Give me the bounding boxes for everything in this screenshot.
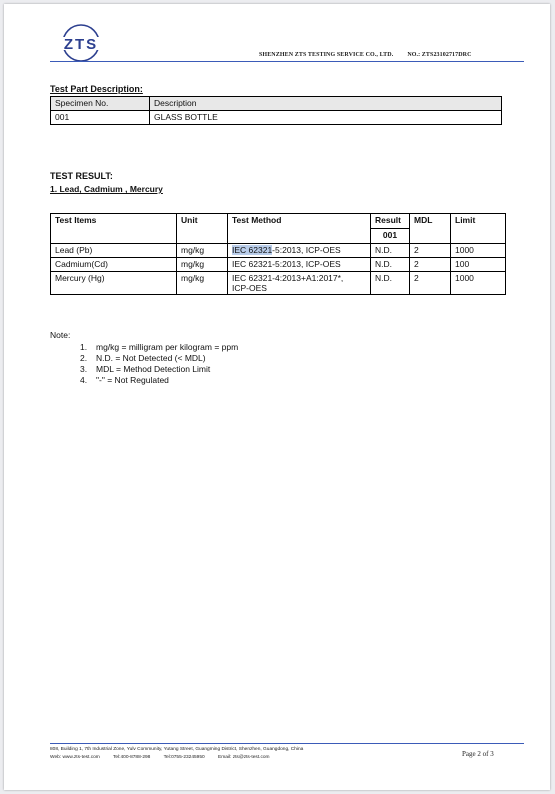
note-text: N.D. = Not Detected (< MDL) (96, 353, 206, 363)
header-divider (50, 61, 524, 62)
header-specimen: Specimen No. (51, 97, 150, 111)
table-header-row (51, 97, 502, 111)
header-result: Result (371, 214, 410, 229)
note-text: "-" = Not Regulated (96, 375, 169, 385)
header-test-items: Test Items (51, 214, 177, 244)
note-text: MDL = Method Detection Limit (96, 364, 211, 374)
table-header-row (51, 214, 506, 229)
method-mercury-line1: IEC 62321-4:2013+A1:2017*, (232, 273, 344, 283)
item-lead: Lead (Pb) (51, 244, 177, 258)
note-number: 4. (80, 375, 88, 385)
logo-text: ZTS (63, 36, 99, 53)
selected-text[interactable]: IEC 62321 (232, 245, 273, 255)
mdl-cadmium: 2 (410, 258, 451, 272)
list-item (80, 342, 238, 353)
method-mercury-line2: ICP-OES (232, 283, 267, 293)
header-company (259, 52, 472, 58)
note-number: 3. (80, 364, 88, 374)
footer-contact (50, 746, 303, 762)
limit-cadmium: 100 (451, 258, 506, 272)
part-description-table (50, 96, 502, 125)
item-cadmium: Cadmium(Cd) (51, 258, 177, 272)
note-label: Note: (50, 330, 71, 340)
page-number: Page 2 of 3 (462, 750, 494, 758)
header-description: Description (150, 97, 502, 111)
method-cadmium: IEC 62321-5:2013, ICP-OES (228, 258, 371, 272)
footer-tel: Tel:400-8788-298 (113, 755, 151, 760)
notes-list (80, 342, 238, 386)
mdl-mercury: 2 (410, 272, 451, 295)
header-test-method: Test Method (228, 214, 371, 244)
test-result-title: TEST RESULT: (50, 171, 113, 181)
header-mdl: MDL (410, 214, 451, 244)
limit-mercury: 1000 (451, 272, 506, 295)
test-result-table (50, 213, 506, 295)
result-cadmium: N.D. (371, 258, 410, 272)
method-mercury (228, 272, 371, 295)
footer-address: 808, Building 1, 7th Industrial Zone, Yulv Community, Yutang Street, Guangming District, Shenzhen, Guangdong, China (50, 747, 304, 752)
list-item (80, 375, 238, 386)
item-mercury: Mercury (Hg) (51, 272, 177, 295)
unit-mercury: mg/kg (177, 272, 228, 295)
unit-lead: mg/kg (177, 244, 228, 258)
report-number: NO.: ZTS23102717DRC (407, 52, 472, 58)
specimen-description: GLASS BOTTLE (150, 111, 502, 125)
method-lead (228, 244, 371, 258)
table-row (51, 111, 502, 125)
footer-tel2: Tel:0755-23245950 (163, 755, 205, 760)
header-result-sample: 001 (371, 229, 410, 244)
report-page (4, 4, 550, 790)
footer-contact-line (50, 754, 303, 762)
table-row (51, 272, 506, 295)
header-limit: Limit (451, 214, 506, 244)
result-lead: N.D. (371, 244, 410, 258)
table-row (51, 244, 506, 258)
company-name: SHENZHEN ZTS TESTING SERVICE CO., LTD. (259, 52, 394, 58)
zts-logo (50, 23, 112, 63)
note-text: mg/kg = milligram per kilogram = ppm (96, 342, 239, 352)
mdl-lead: 2 (410, 244, 451, 258)
part-description-title: Test Part Description: (50, 84, 143, 94)
limit-lead: 1000 (451, 244, 506, 258)
header-unit: Unit (177, 214, 228, 244)
list-item (80, 364, 238, 375)
test-result-subtitle: 1. Lead, Cadmium , Mercury (50, 184, 163, 194)
footer-web: Web: www.zts-test.com (50, 755, 100, 760)
result-mercury: N.D. (371, 272, 410, 295)
note-number: 2. (80, 353, 88, 363)
specimen-no: 001 (51, 111, 150, 125)
note-number: 1. (80, 342, 88, 352)
footer-divider (50, 743, 524, 744)
footer-email: Email: zts@zts-test.com (218, 755, 270, 760)
table-row (51, 258, 506, 272)
method-lead-rest: -5:2013, ICP-OES (272, 245, 341, 255)
unit-cadmium: mg/kg (177, 258, 228, 272)
list-item (80, 353, 238, 364)
